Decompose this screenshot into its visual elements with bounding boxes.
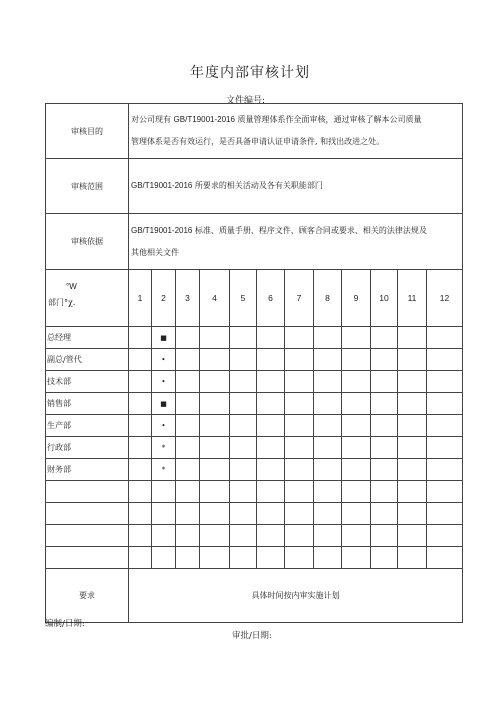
- month-7: 7: [285, 270, 314, 327]
- month-6: 6: [257, 270, 285, 327]
- month-2: 2: [152, 270, 176, 327]
- audit-mark: •: [152, 371, 176, 393]
- scope-row: [46, 159, 463, 214]
- department-name: 行政部: [46, 437, 129, 459]
- corner-department-label: 部门°χ.: [48, 298, 76, 307]
- basis-text: GB/T19001-2016 标准、质量手册、程序文件、顾客合同或要求、相关的法律法规及 其他相关文件: [129, 214, 463, 270]
- purpose-text: 对公司现有 GB/T19001-2016 质量管理体系作全面审核，通过审核了解本公司质量 管理体系是否有效运行，是否具备申请认证申请条件, 和找出改进之处。: [129, 104, 463, 159]
- department-name: 销售部: [46, 393, 129, 415]
- month-header-row: [46, 270, 463, 327]
- approved-by-label: 审批/日期:: [232, 631, 272, 641]
- scope-text: GB/T19001-2016 所要求的相关活动及各有关职能部门: [129, 159, 463, 214]
- requirement-row: [46, 569, 463, 623]
- basis-row: [46, 214, 463, 270]
- corner-month-label: °W: [66, 282, 77, 291]
- table-row: [46, 349, 463, 371]
- month-12: 12: [427, 270, 463, 327]
- audit-plan-table: [45, 103, 463, 623]
- month-11: 11: [398, 270, 427, 327]
- month-8: 8: [314, 270, 342, 327]
- empty-row: [46, 481, 463, 503]
- audit-mark: ■: [152, 327, 176, 349]
- audit-mark: *: [152, 437, 176, 459]
- requirement-text: 具体时间按内审实施计划: [129, 569, 463, 623]
- month-3: 3: [176, 270, 200, 327]
- month-4: 4: [200, 270, 230, 327]
- document-number-label: 文件编号:: [226, 96, 266, 106]
- department-name: 财务部: [46, 459, 129, 481]
- purpose-row: [46, 104, 463, 159]
- table-row: [46, 437, 463, 459]
- page-title: 年度内部审核计划: [190, 65, 310, 81]
- table-row: [46, 415, 463, 437]
- empty-row: [46, 547, 463, 569]
- month-5: 5: [230, 270, 257, 327]
- scope-label: 审核范围: [46, 159, 129, 214]
- table-row: [46, 327, 463, 349]
- requirement-label: 要求: [46, 569, 129, 623]
- audit-mark: •: [152, 415, 176, 437]
- table-row: [46, 393, 463, 415]
- audit-mark: *: [152, 459, 176, 481]
- department-name: 生产部: [46, 415, 129, 437]
- table-row: [46, 459, 463, 481]
- empty-row: [46, 525, 463, 547]
- header-corner-cell: [46, 270, 129, 327]
- prepared-by-label: 编制/日期:: [45, 619, 85, 629]
- purpose-label: 审核目的: [46, 104, 129, 159]
- department-name: 总经理: [46, 327, 129, 349]
- department-name: 副总/管代: [46, 349, 129, 371]
- audit-mark: ■: [152, 393, 176, 415]
- table-row: [46, 371, 463, 393]
- basis-label: 审核依据: [46, 214, 129, 270]
- month-1: 1: [129, 270, 152, 327]
- empty-row: [46, 503, 463, 525]
- month-9: 9: [342, 270, 371, 327]
- department-name: 技术部: [46, 371, 129, 393]
- month-10: 10: [371, 270, 398, 327]
- audit-mark: •: [152, 349, 176, 371]
